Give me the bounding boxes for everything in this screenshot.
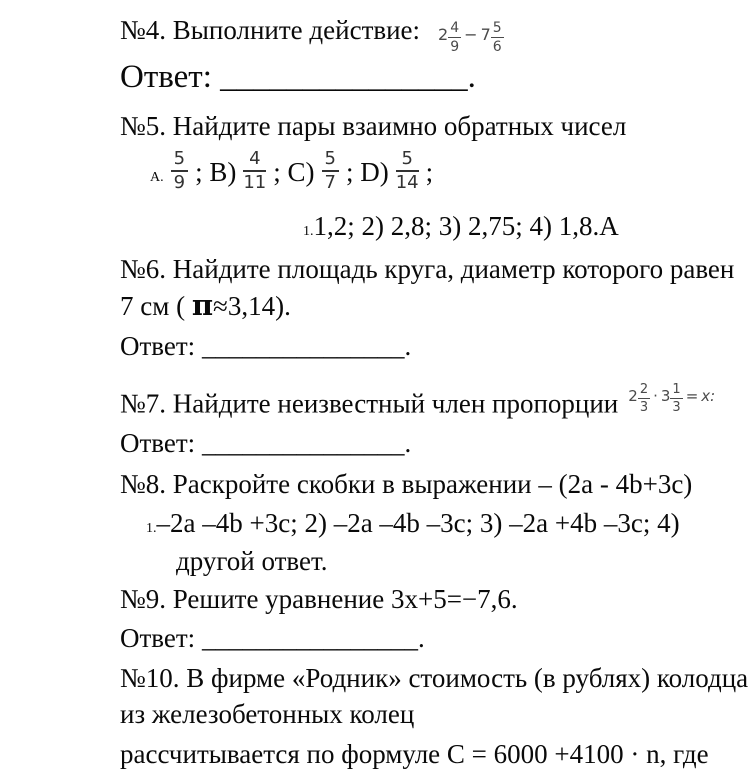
answer-label: Ответ:: [120, 331, 196, 361]
q5-choices-text: 1,2; 2) 2,8; 3) 2,75; 4) 1,8.А: [313, 211, 619, 241]
q7-x-term: x:: [701, 386, 716, 405]
q4-int1: 2: [438, 25, 449, 44]
answer-blank: _______________: [201, 331, 405, 361]
q6-line2: [120, 288, 291, 323]
q5-choices-prefix: 1.: [303, 224, 314, 239]
q5-label: №5. Найдите пары взаимно обратных чисел: [120, 111, 627, 141]
q6-line2-post: ≈3,14).: [213, 291, 291, 321]
q8-choices-prefix: 1.: [146, 521, 157, 536]
q9-title-line: [120, 583, 518, 615]
answer-label: Ответ:: [120, 428, 196, 458]
q8-choices-line1: [146, 507, 680, 539]
q5-title-line: [120, 110, 626, 142]
q6-answer-line: [120, 330, 411, 362]
q8-title-line: [120, 468, 692, 500]
answer-period: .: [404, 331, 412, 361]
q7-int1: 2: [628, 386, 638, 405]
answer-blank: ________________: [201, 623, 418, 653]
q8-choices-line2: [176, 545, 328, 577]
q7-label: №7. Найдите неизвестный член пропорции: [120, 388, 619, 419]
q5-options-tail: ;: [425, 157, 434, 187]
q8-choices-other: другой ответ.: [176, 546, 328, 576]
q10-line2: [120, 698, 414, 730]
q6-line2-pre: 7 см (: [120, 291, 192, 321]
q10-title-line: [120, 662, 748, 694]
q4-fraction1: $\frac{4}{9}$: [450, 20, 460, 56]
q10-line3-partial: [120, 738, 709, 770]
answer-label: Ответ:: [120, 623, 196, 653]
q5-fraction-a: $\frac{5}{9}$: [171, 150, 188, 192]
q5-fraction-b: $\frac{4}{11}$: [243, 148, 267, 193]
q5-sep-b: ; B): [195, 157, 237, 187]
q6-label: №6. Найдите площадь круга, диаметр которого равен: [120, 254, 735, 284]
q9-answer-line: [120, 622, 425, 654]
q5-sep-d: ; D): [345, 157, 389, 187]
q4-answer-line: [120, 58, 476, 98]
q4-title-line: [120, 14, 504, 54]
q5-sep-c: ; C): [273, 157, 315, 187]
answer-period: .: [467, 59, 476, 95]
answer-period: .: [404, 428, 412, 458]
q5-choices-line: [303, 210, 619, 242]
q8-choices-text: –2a –4b +3c; 2) –2a –4b –3c; 3) –2a +4b –3c; 4): [156, 508, 680, 538]
q4-expression: [438, 21, 504, 54]
answer-blank: _______________: [220, 59, 468, 95]
q7-fraction1: $\frac{2}{3}$: [639, 382, 649, 415]
q4-int2: 7: [480, 25, 491, 44]
answer-blank: _______________: [201, 428, 405, 458]
q9-label: №9. Решите уравнение 3х+5=−7,6.: [120, 584, 518, 614]
q5-fraction-d: $\frac{5}{14}$: [395, 148, 419, 193]
q5-option-a-prefix: А.: [150, 170, 164, 185]
multiply-dot: ·: [653, 386, 658, 405]
q7-int2: 3: [660, 386, 671, 405]
q7-expression: [628, 383, 715, 414]
q4-label: №4. Выполните действие:: [120, 15, 421, 45]
minus-sign: −: [464, 25, 478, 44]
q10-label: №10. В фирме «Родник» стоимость (в рублях) колодца: [120, 663, 749, 693]
q7-title-line: [120, 383, 715, 420]
pi-symbol: π: [191, 288, 214, 322]
q6-title-line: [120, 253, 734, 285]
equals-sign: =: [685, 386, 699, 405]
q4-fraction2: $\frac{5}{6}$: [492, 20, 502, 56]
q10-line2-text: из железобетонных колец: [120, 699, 415, 729]
q5-fraction-c: $\frac{5}{7}$: [322, 150, 339, 192]
answer-label: Ответ:: [120, 59, 212, 95]
answer-period: .: [417, 623, 425, 653]
q5-options-line: [150, 150, 433, 192]
q10-line3-text: рассчитывается по формуле С = 6000 +4100 · n, где: [120, 739, 709, 769]
q8-label: №8. Раскройте скобки в выражении – (2a - 4b+3c): [120, 469, 693, 499]
q7-fraction2: $\frac{1}{3}$: [672, 382, 681, 415]
q7-answer-line: [120, 427, 411, 459]
